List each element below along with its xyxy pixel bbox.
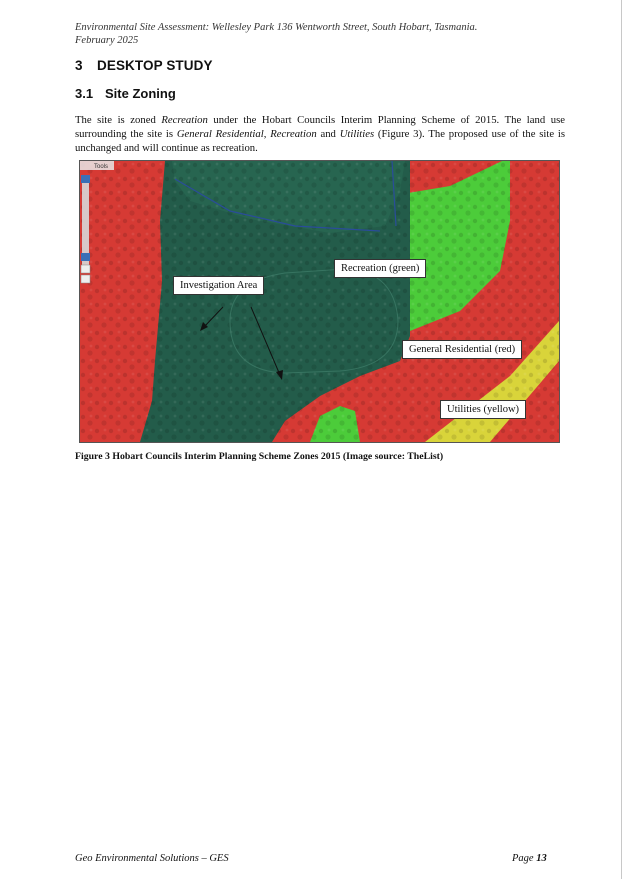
footer-page [512,853,547,864]
para-text-3: , [263,128,271,140]
callout-investigation-area: Investigation Area [173,276,264,295]
zoning-paragraph [75,113,565,155]
para-text-2: under the Hobart Councils Interim Planning Scheme of 2015. The land use surrounding the site is [75,114,565,140]
footer-page-label: Page [512,853,537,864]
map-toolbar-label[interactable]: Tools [94,164,109,170]
para-emph-recreation-2: Recreation [270,128,317,140]
section-heading [75,58,213,73]
callout-utilities: Utilities (yellow) [440,400,526,419]
callout-general-residential: General Residential (red) [402,340,522,359]
subsection-heading [75,86,176,101]
map-tool-button-2[interactable] [81,275,90,283]
para-text-4: and [316,128,340,140]
subsection-number: 3.1 [75,86,94,101]
footer-page-number: 13 [536,853,547,864]
subsection-title: Site Zoning [105,86,176,101]
para-text-1: The site is zoned [75,114,162,126]
header-line-1: Environmental Site Assessment: Wellesley Park 136 Wentworth Street, South Hobart, Tasmania. [75,22,478,33]
para-emph-general-residential: General Residential [176,128,264,140]
para-text-5: (Figure 3). The proposed use of the site is unchanged and will continue as recreation. [75,128,565,154]
para-emph-utilities: Utilities [339,128,375,140]
callout-recreation: Recreation (green) [334,259,426,278]
section-number: 3 [75,58,83,73]
figure-caption: Figure 3 Hobart Councils Interim Planning Scheme Zones 2015 (Image source: TheList) [75,451,444,462]
zoning-map-figure [79,160,560,443]
section-title: DESKTOP STUDY [97,58,213,73]
document-header [75,22,575,47]
zoom-slider-track[interactable] [82,175,89,265]
map-tool-button[interactable] [81,265,90,273]
zoom-out-button[interactable] [81,253,90,261]
para-emph-recreation: Recreation [161,114,208,126]
header-line-2: February 2025 [75,34,139,46]
zoom-in-button[interactable] [81,175,90,183]
footer-company: Geo Environmental Solutions – GES [75,853,229,864]
